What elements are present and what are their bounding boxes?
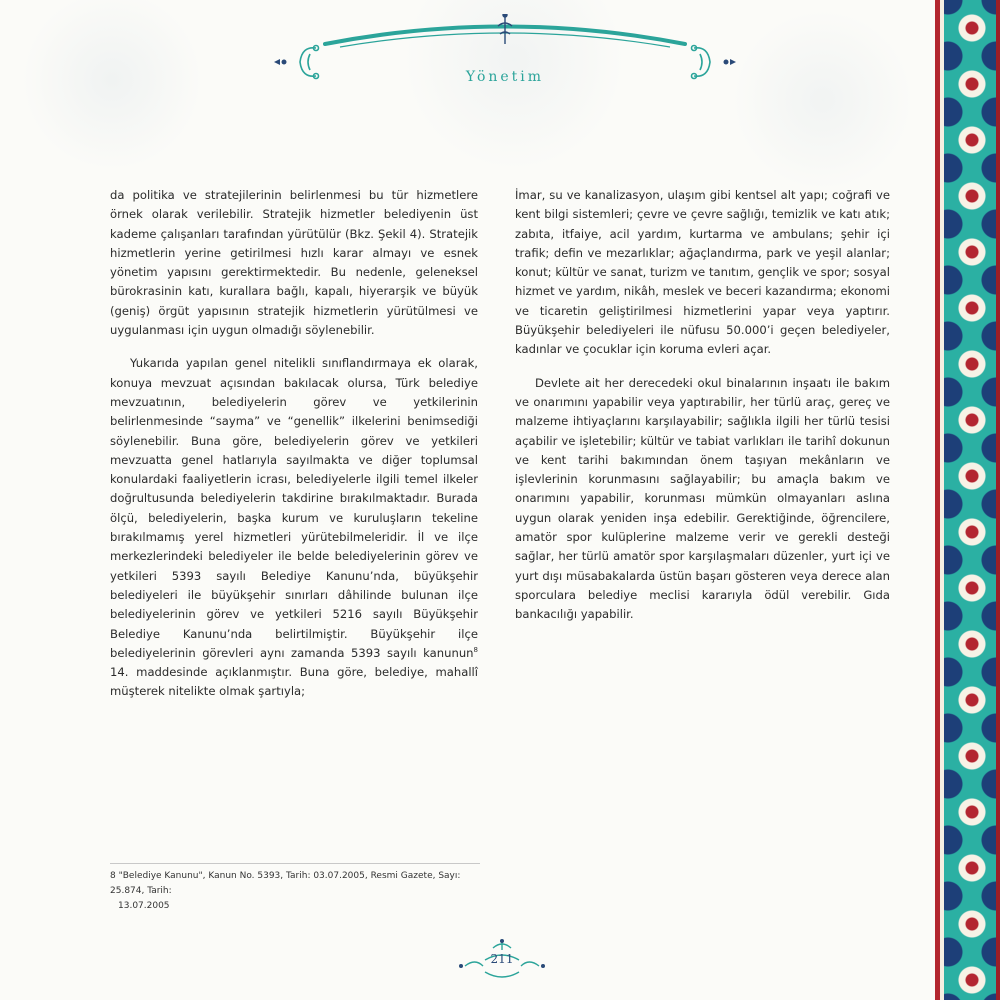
paragraph: Devlete ait her derecedeki okul binalarının inşaatı ile bakım ve onarımını yapabilir veya yaptırabilir, her türlü araç, gereç ve malzeme ihtiyaçlarını karşılayabilir; sağlıkla ilgili her türlü tesisi açabilir ve işletebilir; kültür ve tabiat varlıkları ile tarihî dokunun ve kent tarihi bakımından önem taşıyan mekânların ve işlevlerinin korunmasını sağlayabilir; bu amaçla bakım ve onarımını yapabilir, korunması mümkün olmayanları aslına uygun olarak yeniden inşa edebilir. Gerektiğinde, öğrencilere, amatör spor kulüplerine malzeme verir ve gerekli desteği sağlar, her türlü amatör spor karşılaşmaları düzenler, yurt içi ve yurt dışı müsabakalarda üstün başarı gösteren veya derece alan sporculara belediye meclisi kararıyla ödül verebilir. Gıda bankacılığı yapabilir. — [515, 375, 890, 622]
page-number: 211 — [490, 952, 514, 966]
border-edge-stripe — [996, 0, 1000, 1000]
footnote-line: 13.07.2005 — [118, 901, 170, 911]
paragraph-text: 14. maddesinde açıklanmıştır. Buna göre, belediye, mahallî müşterek nitelikte olmak şartıyla; — [110, 665, 478, 699]
ornamental-border — [935, 0, 1000, 1000]
paragraph — [110, 354, 478, 701]
right-text-column — [515, 186, 890, 639]
tile-pattern — [944, 0, 996, 1000]
footnote-line: 8 "Belediye Kanunu", Kanun No. 5393, Tarih: 03.07.2005, Resmi Gazete, Sayı: 25.874, Tarih: — [110, 871, 461, 896]
paragraph: İmar, su ve kanalizasyon, ulaşım gibi kentsel alt yapı; coğrafi ve kent bilgi sistemleri; çevre ve çevre sağlığı, temizlik ve katı atık; zabıta, itfaiye, acil yardım, kurtarma ve ambulans; şehir içi trafik; defin ve mezarlıklar; ağaçlandırma, park ve yeşil alanlar; konut; kültür ve sanat, turizm ve tanıtım, gençlik ve spor; sosyal hizmet ve yardım, nikâh, meslek ve beceri kazandırma; ekonomi ve ticaretin geliştirilmesi hizmetlerini yapar veya yaptırır. Büyükşehir belediyeleri ile nüfusu 50.000’i geçen belediyeler, kadınlar ve çocuklar için koruma evleri açar. — [515, 188, 891, 357]
page-header — [270, 14, 740, 94]
footnote-divider — [110, 863, 480, 864]
footnote-reference[interactable]: 8 — [473, 645, 478, 654]
footnote — [110, 869, 482, 914]
paragraph-text: Yukarıda yapılan genel nitelikli sınıflandırmaya ek olarak, konuya mevzuat açısından bakılacak olursa, Türk belediye mevzuatının, belediyelerin görev ve yetkilerinin belirlenmesinde “sayma” ve “genellik” ilkelerini benimsediği söylenebilir. Buna göre, belediyelerin görev ve yetkileri mevzuatta genel hatlarıyla sayılmakta ve diğer toplumsal konulardaki faaliyetlerin icrası, belediyelerle ilgili temel ilkeler doğrultusunda belediyelerin takdirine bırakılmaktadır. Burada ölçü, belediyelerin, başka kurum ve kuruluşların tekeline bırakılmamış yerel hizmetleri yürütebilmeleridir. İl ve ilçe merkezlerindeki belediyeler ile belde belediyelerinin görev ve yetkileri 5393 sayılı Belediye Kanunu’nda, büyükşehir belediyeleri ile büyükşehir sınırları dâhilinde bulunan ilçe belediyelerinin görev ve yetkileri 5216 sayılı Büyükşehir Belediye Kanunu’nda belirtilmiştir. Büyükşehir ilçe belediyelerinin görevleri aynı zamanda 5393 sayılı kanunun — [110, 356, 478, 660]
paragraph: da politika ve stratejilerinin belirlenmesi bu tür hizmetlere örnek olarak verilebilir. Stratejik hizmetler belediyenin üst kademe çalışanları tarafından yürütülür (Bkz. Şekil 4). Stratejik hizmetlerin yerine getirilmesi hızlı karar almayı ve esnek yönetim yapısını gerektirmektedir. Bu nedenle, geleneksel bürokrasinin katı, kurallara bağlı, kapalı, hiyerarşik ve büyük (geniş) örgüt yapısının stratejik hizmetlerin yürütülmesi ve uygulanması için uygun olmadığı söylenebilir. — [110, 188, 478, 338]
left-text-column — [110, 186, 478, 716]
section-title: Yönetim — [465, 69, 545, 85]
